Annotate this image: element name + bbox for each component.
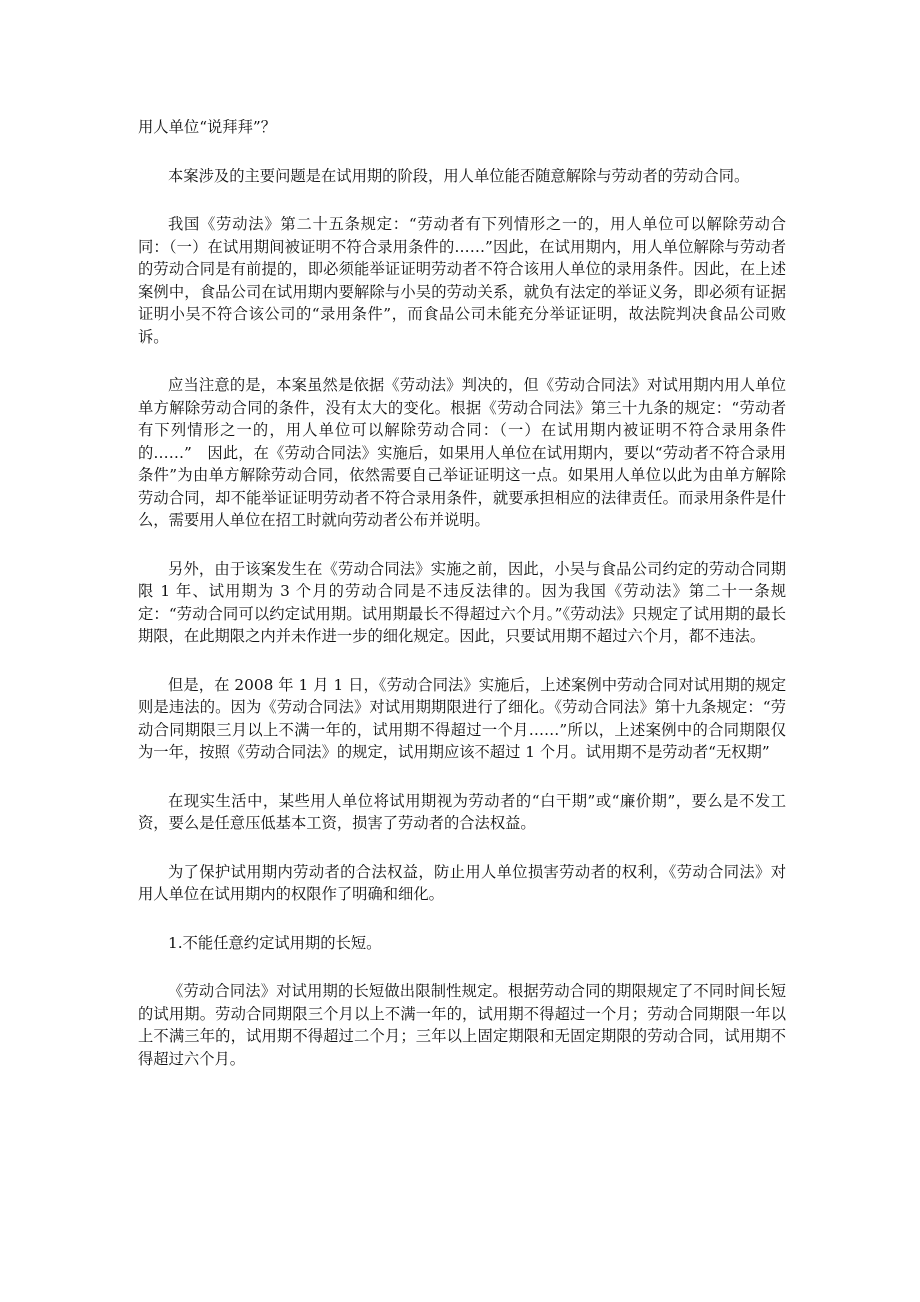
paragraph-gap <box>138 906 786 932</box>
paragraph-real-life: 在现实生活中，某些用人单位将试用期视为劳动者的“白干期”或“廉价期”，要么是不发工资，要么是任意压低基本工资，损害了劳动者的合法权益。 <box>138 791 786 832</box>
paragraph-gap <box>138 348 786 374</box>
paragraph-gap <box>138 187 786 213</box>
paragraph-contract-law-article-39: 应当注意的是，本案虽然是依据《劳动法》判决的，但《劳动合同法》对试用期内用人单位单方解除劳动合同的条件，没有太大的变化。根据《劳动合同法》第三十九条的规定：“劳动者有下列情形之一的，用人单位可以解除劳动合同：（一）在试用期内被证明不符合录用条件的……” 因此，在《劳动合同法》实施后，如果用人单位在试用期内，要以“劳动者不符合录用条件”为由单方解除劳动合同，依然需要自己举证证明这一点。如果用人单位以此为由单方解除劳动合同，却不能举证证明劳动者不符合录用条件，就要承担相应的法律责任。而录用条件是什么，需要用人单位在招工时就向劳动者公布并说明。 <box>138 376 786 529</box>
document-page <box>138 116 786 1070</box>
paragraph-gap <box>138 648 786 674</box>
paragraph-gap <box>138 764 786 790</box>
paragraph-labor-law-article-21: 另外，由于该案发生在《劳动合同法》实施之前，因此，小吴与食品公司约定的劳动合同期限 1 年、试用期为 3 个月的劳动合同是不违反法律的。因为我国《劳动法》第二十一条规定：“劳动合同可以约定试用期。试用期最长不得超过六个月。”《劳动法》只规定了试用期的最长期限，在此期限之内并未作进一步的细化规定。因此，只要试用期不超过六个月，都不违法。 <box>138 559 786 645</box>
paragraph-gap <box>138 532 786 558</box>
paragraph-labor-law-article-25: 我国《劳动法》第二十五条规定：“劳动者有下列情形之一的，用人单位可以解除劳动合同：（一）在试用期间被证明不符合录用条件的……”因此，在试用期内，用人单位解除与劳动者的劳动合同是有前提的，即必须能举证证明劳动者不符合该用人单位的录用条件。因此，在上述案例中，食品公司在试用期内要解除与小吴的劳动关系，就负有法定的举证义务，即必须有证据证明小吴不符合该公司的“录用条件”，而食品公司未能充分举证证明，故法院判决食品公司败诉。 <box>138 215 786 346</box>
paragraph-protection: 为了保护试用期内劳动者的合法权益，防止用人单位损害劳动者的权利，《劳动合同法》对用人单位在试用期内的权限作了明确和细化。 <box>138 862 786 903</box>
paragraph-gap <box>138 954 786 980</box>
paragraph-contract-law-article-19: 但是，在 2008 年 1 月 1 日，《劳动合同法》实施后，上述案例中劳动合同对试用期的规定则是违法的。因为《劳动合同法》对试用期期限进行了细化。《劳动合同法》第十九条规定：“劳动合同期限三月以上不满一年的，试用期不得超过一个月……”所以，上述案例中的合同期限仅为一年，按照《劳动合同法》的规定，试用期应该不超过 1 个月。试用期不是劳动者“无权期” <box>138 675 786 761</box>
document-heading: 用人单位“说拜拜”？ <box>138 118 277 136</box>
paragraph-probation-length: 《劳动合同法》对试用期的长短做出限制性规定。根据劳动合同的期限规定了不同时间长短的试用期。劳动合同期限三个月以上不满一年的，试用期不得超过一个月；劳动合同期限一年以上不满三年的，试用期不得超过二个月；三年以上固定期限和无固定期限的劳动合同，试用期不得超过六个月。 <box>138 982 786 1068</box>
paragraph-gap <box>138 835 786 861</box>
paragraph-main-issue: 本案涉及的主要问题是在试用期的阶段，用人单位能否随意解除与劳动者的劳动合同。 <box>168 166 750 185</box>
list-item-1-heading: 1.不能任意约定试用期的长短。 <box>168 933 382 952</box>
paragraph-gap <box>138 139 786 165</box>
